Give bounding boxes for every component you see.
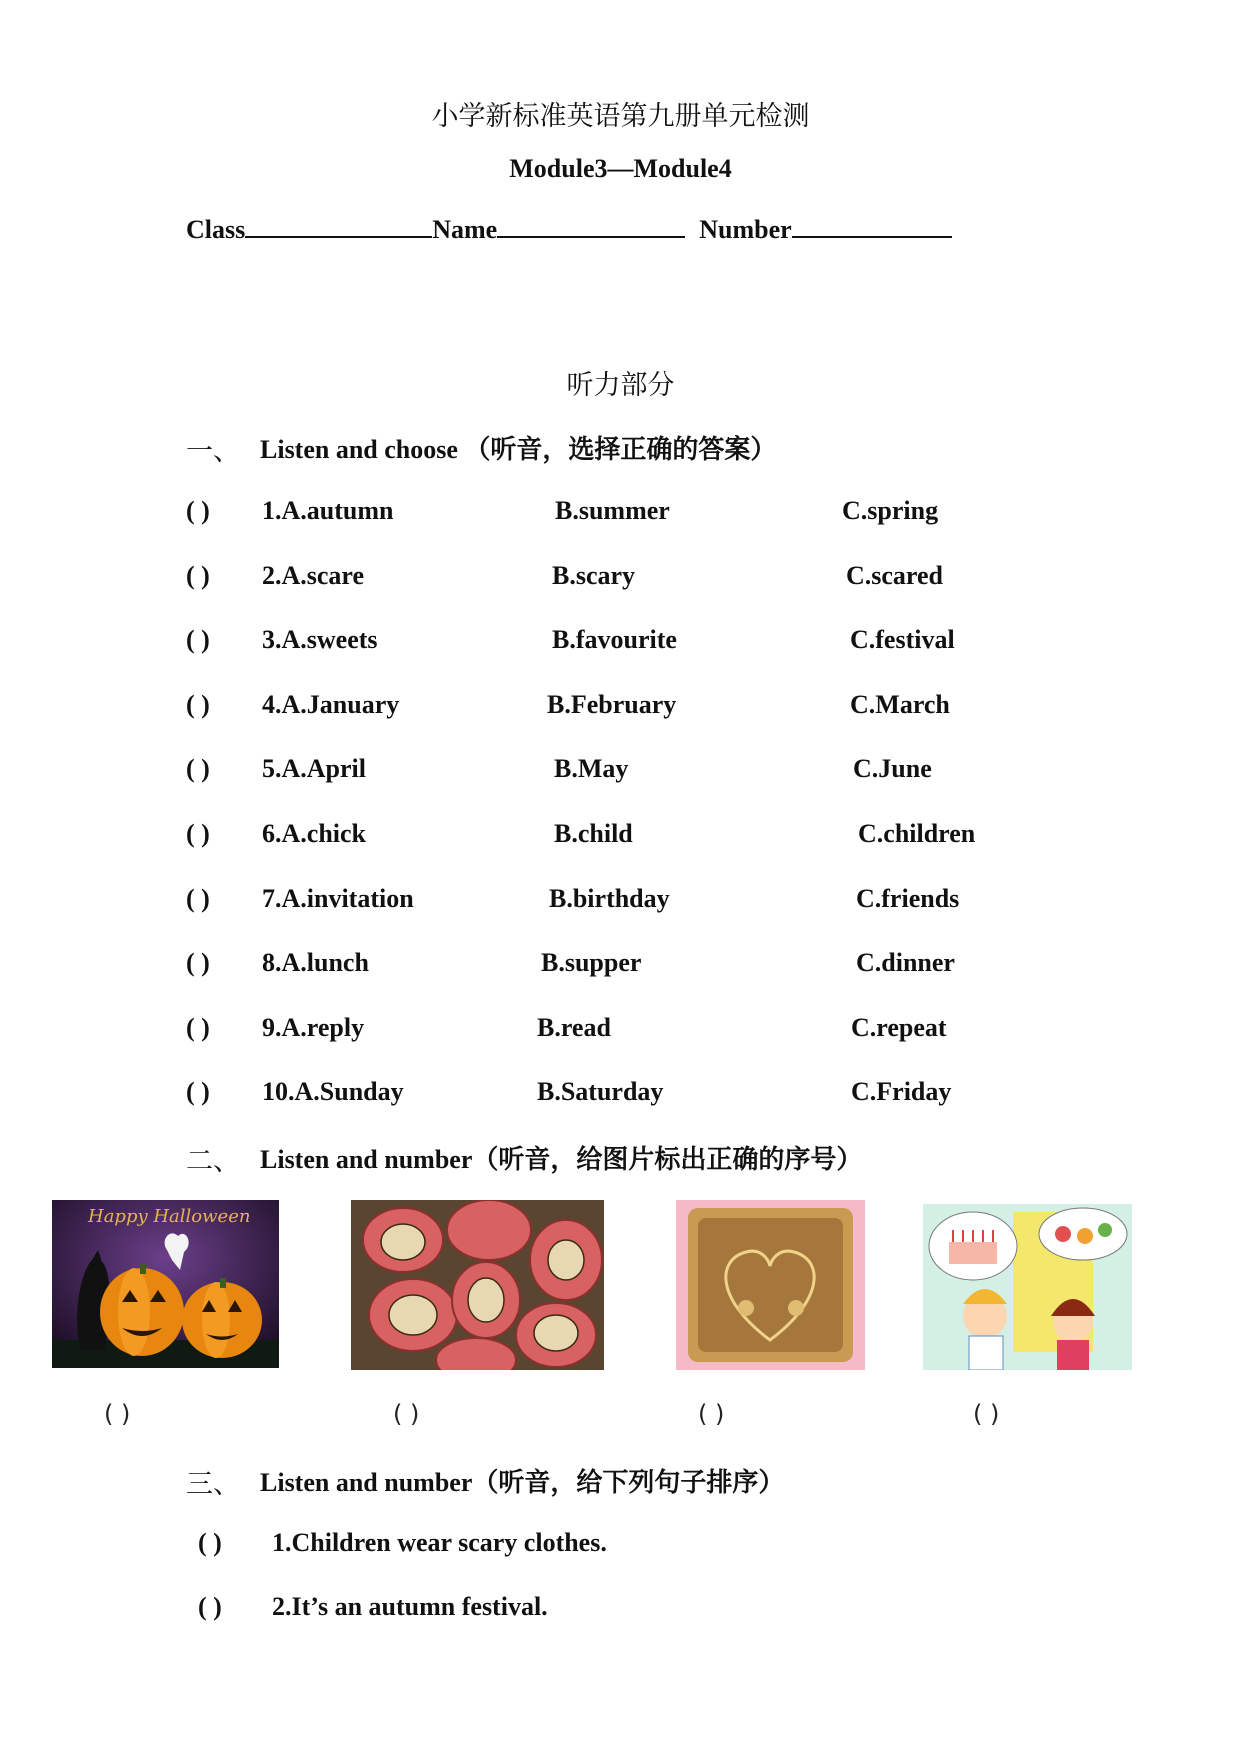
picture-answer-blank[interactable]: ( ) <box>104 1400 131 1428</box>
heart-card-picture <box>676 1200 865 1370</box>
sentence-text: 2.It’s an autumn festival. <box>272 1592 548 1621</box>
answer-blank[interactable]: ( ) <box>186 625 210 655</box>
answer-blank[interactable]: ( ) <box>186 1077 210 1107</box>
option-c: C.festival <box>850 625 955 655</box>
section2-title: Listen and number（听音，给图片标出正确的序号） <box>260 1145 863 1174</box>
halloween-caption: Happy Halloween <box>88 1206 251 1227</box>
sentence-answer-blank[interactable]: ( ) <box>198 1528 222 1557</box>
option-b: B.child <box>554 819 633 848</box>
option-c: C.June <box>853 754 932 784</box>
name-label: Name <box>432 215 498 244</box>
class-blank[interactable] <box>245 214 432 238</box>
document-subtitle: Module3—Module4 <box>509 154 732 183</box>
option-b: B.February <box>547 689 677 719</box>
answer-blank[interactable]: ( ) <box>186 1012 210 1042</box>
option-a: 5.A.April <box>262 754 366 784</box>
picture-answer-blank[interactable]: ( ) <box>698 1400 725 1428</box>
option-a: 10.A.Sunday <box>262 1077 404 1107</box>
option-b: B.favourite <box>552 625 677 655</box>
heart-card-icon <box>676 1200 865 1370</box>
number-blank[interactable] <box>792 214 952 238</box>
section1-title-text: Listen and choose （听音，选择正确的答案） <box>260 435 777 464</box>
answer-blank[interactable]: ( ) <box>186 819 210 848</box>
name-blank[interactable] <box>497 214 685 238</box>
option-c: C.March <box>850 689 950 719</box>
option-a: 6.A.chick <box>262 819 366 848</box>
children-party-icon <box>923 1204 1132 1370</box>
answer-blank[interactable]: ( ) <box>186 689 210 719</box>
option-c: C.scared <box>846 560 944 590</box>
easter-eggs-icon <box>351 1200 604 1370</box>
number-label: Number <box>699 215 792 244</box>
section3-number: 三、 <box>186 1469 240 1500</box>
option-a: 4.A.January <box>262 689 400 719</box>
option-c: C.Friday <box>851 1077 952 1107</box>
easter-eggs-picture <box>351 1200 604 1370</box>
option-b: B.supper <box>541 948 642 978</box>
option-b: B.summer <box>555 496 670 525</box>
section1-title <box>260 429 776 466</box>
sentence-text: 1.Children wear scary clothes. <box>272 1528 607 1557</box>
option-a: 2.A.scare <box>262 560 365 590</box>
halloween-pumpkins-picture <box>52 1200 279 1368</box>
answer-blank[interactable]: ( ) <box>186 948 210 978</box>
section1-number: 一、 <box>186 436 240 467</box>
section2-number: 二、 <box>186 1146 240 1177</box>
option-c: C.friends <box>856 883 960 913</box>
option-b: B.birthday <box>549 883 670 913</box>
option-a: 8.A.lunch <box>262 948 369 978</box>
option-c: C.spring <box>842 496 939 525</box>
children-party-picture <box>923 1204 1132 1370</box>
option-a: 1.A.autumn <box>262 496 394 525</box>
option-b: B.read <box>537 1012 611 1042</box>
picture-answer-blank[interactable]: ( ) <box>973 1400 1000 1428</box>
halloween-pumpkins-icon <box>52 1200 279 1368</box>
option-b: B.May <box>554 754 629 784</box>
option-b: B.Saturday <box>537 1077 664 1107</box>
picture-answer-blank[interactable]: ( ) <box>393 1400 420 1428</box>
student-info-line <box>186 214 952 245</box>
answer-blank[interactable]: ( ) <box>186 883 210 913</box>
answer-blank[interactable]: ( ) <box>186 496 210 525</box>
option-c: C.dinner <box>856 948 955 978</box>
option-c: C.repeat <box>851 1012 947 1042</box>
answer-blank[interactable]: ( ) <box>186 754 210 784</box>
sentence-answer-blank[interactable]: ( ) <box>198 1592 222 1621</box>
document-title: 小学新标准英语第九册单元检测 <box>431 101 810 132</box>
option-a: 3.A.sweets <box>262 625 378 655</box>
answer-blank[interactable]: ( ) <box>186 560 210 590</box>
option-a: 9.A.reply <box>262 1012 365 1042</box>
option-a: 7.A.invitation <box>262 883 414 913</box>
listening-section-title: 听力部分 <box>566 370 675 401</box>
class-label: Class <box>186 215 246 244</box>
option-c: C.children <box>858 819 976 848</box>
section3-title: Listen and number（听音，给下列句子排序） <box>260 1468 785 1497</box>
option-b: B.scary <box>552 560 636 590</box>
